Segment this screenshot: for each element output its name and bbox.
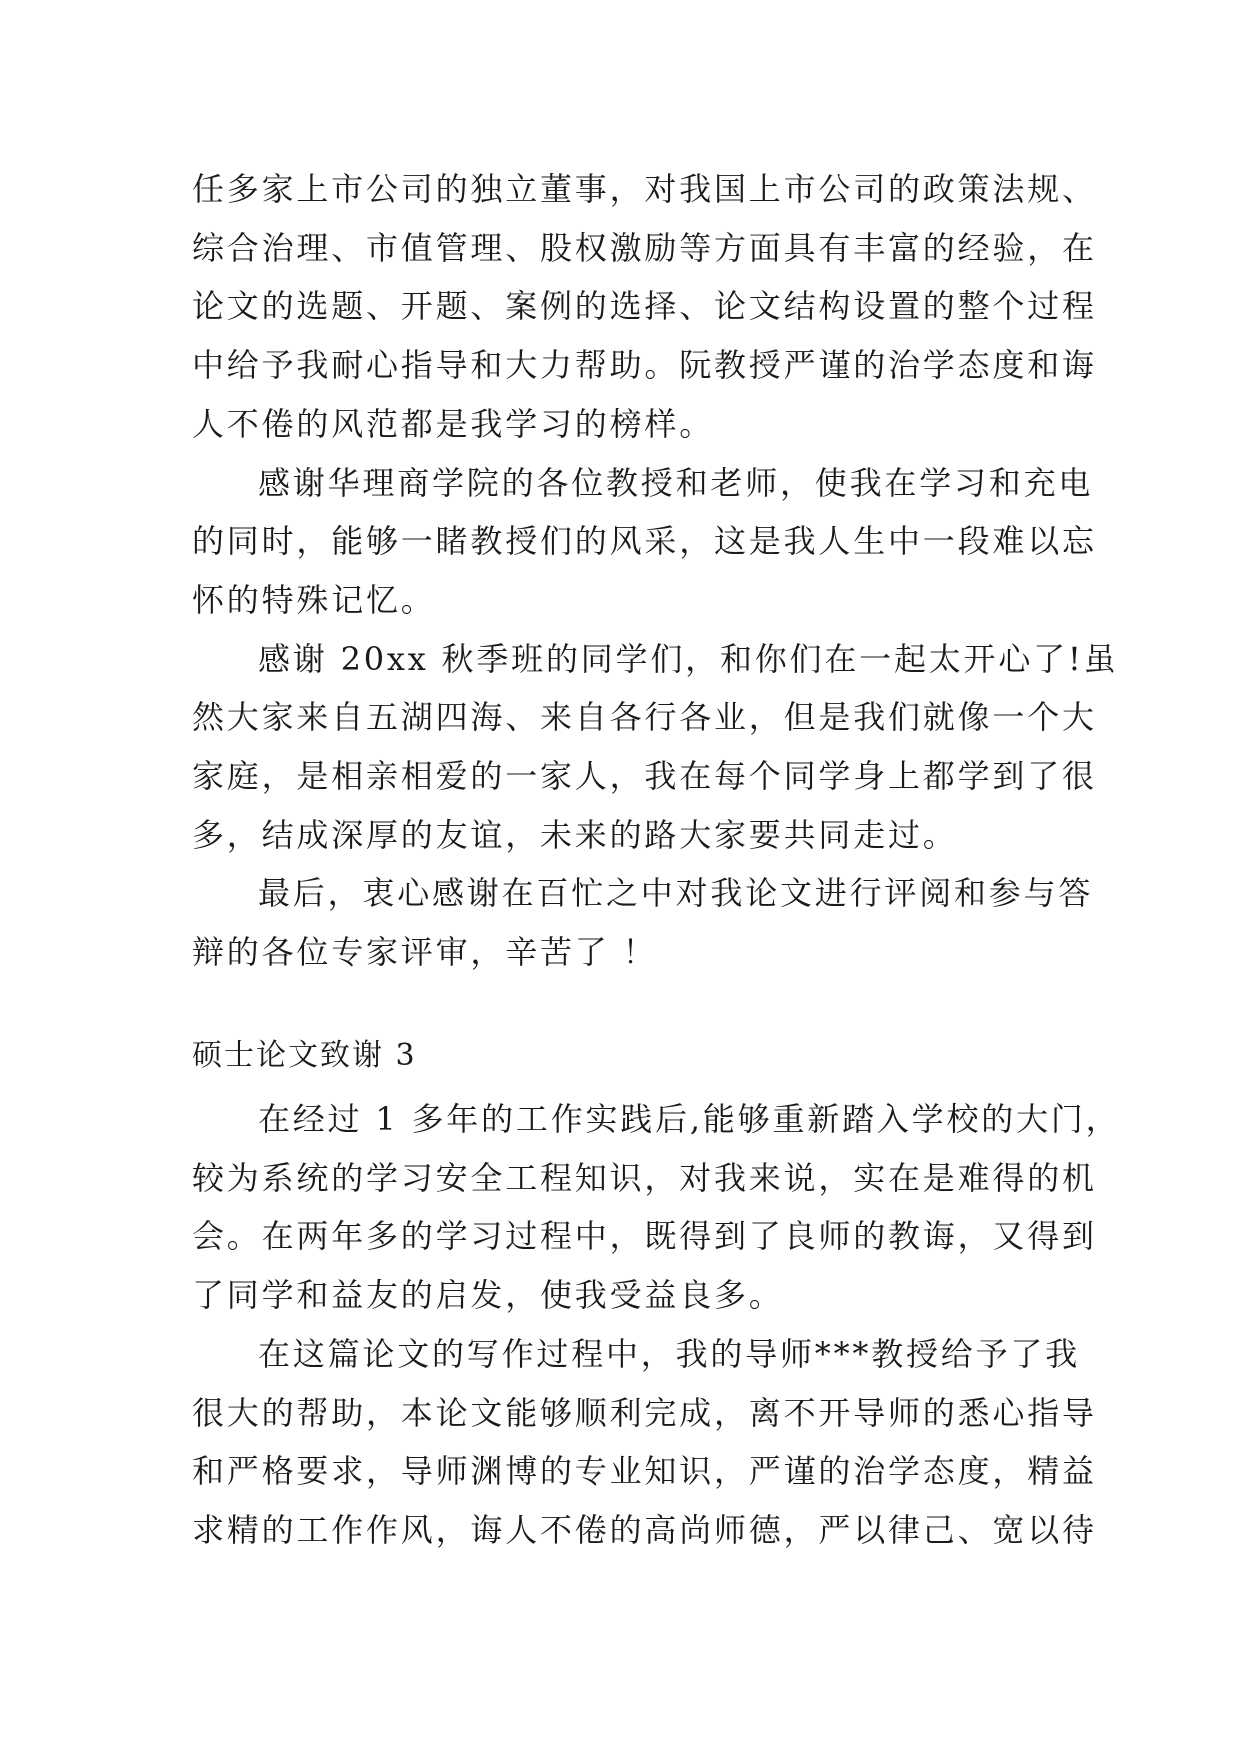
text-line: 多，结成深厚的友谊，未来的路大家要共同走过。 [192,815,958,854]
text-line: 在经过 1 多年的工作实践后,能够重新踏入学校的大门， [258,1100,1121,1138]
text-line: 了同学和益友的启发，使我受益良多。 [192,1276,784,1315]
acknowledgement-section-2-body [192,160,1119,982]
text-line: 怀的特殊记忆。 [192,580,436,619]
text-line: 任多家上市公司的独立董事，对我国上市公司的政策法规、 [192,170,1097,208]
text-line: 家庭，是相亲相爱的一家人，我在每个同学身上都学到了很 [192,757,1097,796]
text-line: 感谢华理商学院的各位教授和老师，使我在学习和充电 [258,463,1094,502]
text-line: 很大的帮助，本论文能够顺利完成，离不开导师的悉心指导 [192,1393,1097,1432]
section-heading: 硕士论文致谢 3 [192,1038,417,1073]
text-line: 较为系统的学习安全工程知识，对我来说，实在是难得的机 [192,1158,1097,1197]
acknowledgement-section-3-body [192,1090,1121,1560]
text-line: 中给予我耐心指导和大力帮助。阮教授严谨的治学态度和诲 [192,346,1097,385]
text-line: 辩的各位专家评审，辛苦了 ！ [192,933,658,972]
text-line: 综合治理、市值管理、股权激励等方面具有丰富的经验，在 [192,228,1097,267]
text-line: 论文的选题、开题、案例的选择、论文结构设置的整个过程 [192,287,1097,326]
text-line: 和严格要求，导师渊博的专业知识，严谨的治学态度，精益 [192,1452,1097,1491]
text-line: 感谢 20xx 秋季班的同学们，和你们在一起太开心了!虽 [258,639,1119,678]
text-line: 人不倦的风范都是我学习的榜样。 [192,404,715,443]
text-line: 最后，衷心感谢在百忙之中对我论文进行评阅和参与答 [258,874,1094,913]
text-line: 然大家来自五湖四海、来自各行各业，但是我们就像一个大 [192,698,1097,737]
text-line: 的同时，能够一睹教授们的风采，这是我人生中一段难以忘 [192,522,1097,561]
text-line: 求精的工作作风，诲人不倦的高尚师德，严以律己、宽以待 [192,1510,1097,1549]
text-line: 会。在两年多的学习过程中，既得到了良师的教诲，又得到 [192,1217,1097,1256]
text-line: 在这篇论文的写作过程中，我的导师***教授给予了我 [258,1334,1081,1373]
